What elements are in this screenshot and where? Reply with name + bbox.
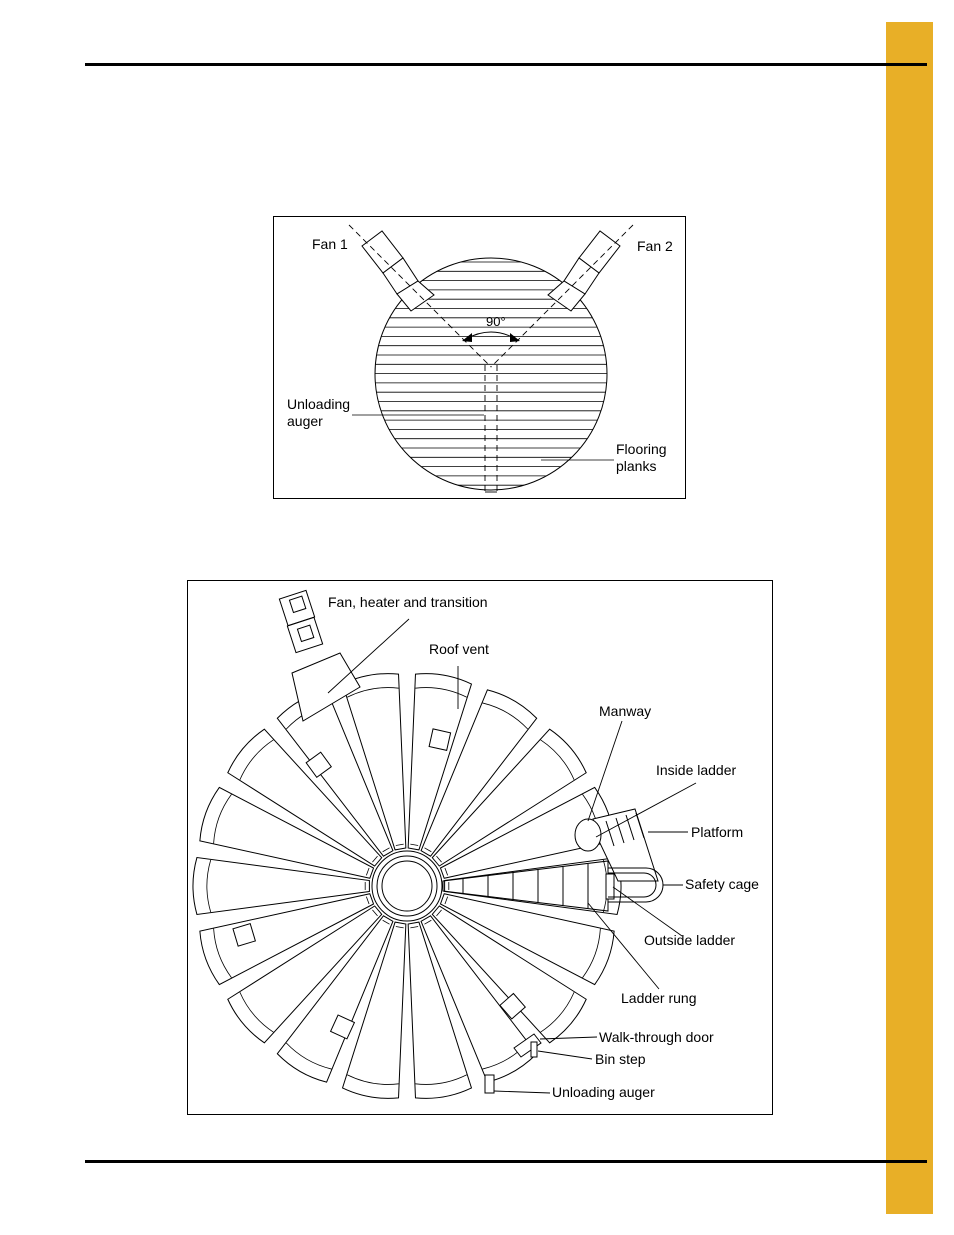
- ladder-rung-label: Ladder rung: [621, 990, 697, 1006]
- bin-step-label: Bin step: [595, 1051, 646, 1067]
- flooring-planks-label-1: Flooring: [616, 441, 667, 457]
- unloading-auger-label-1: Unloading: [287, 396, 351, 412]
- walk-through-door-label: Walk-through door: [599, 1029, 714, 1045]
- roof-vent: [429, 729, 451, 751]
- inside-ladder-label: Inside ladder: [656, 762, 737, 778]
- safety-cage-label: Safety cage: [685, 876, 759, 892]
- angle-label: 90°: [486, 314, 506, 329]
- angle-arc: [466, 332, 516, 339]
- fan1-label: Fan 1: [312, 236, 348, 252]
- roof-vent-label: Roof vent: [429, 641, 489, 657]
- section-tab: [886, 22, 933, 1214]
- manway: [575, 819, 601, 851]
- footer-rule: [85, 1160, 927, 1163]
- platform-label: Platform: [691, 824, 744, 840]
- bin-step: [531, 1042, 537, 1057]
- figure-bin-top-view: [187, 580, 773, 1115]
- unloading-auger-label: Unloading auger: [552, 1084, 655, 1100]
- outside-ladder-label: Outside ladder: [644, 932, 736, 948]
- header-rule: [85, 63, 927, 66]
- flooring-planks-label-2: planks: [616, 458, 657, 474]
- manway-label: Manway: [599, 703, 652, 719]
- unloading-auger: [485, 1075, 494, 1093]
- fan-heater-transition-label: Fan, heater and transition: [328, 594, 488, 610]
- figure-fan-placement: [273, 216, 686, 499]
- unloading-auger-label-2: auger: [287, 413, 323, 429]
- fan2-label: Fan 2: [637, 238, 673, 254]
